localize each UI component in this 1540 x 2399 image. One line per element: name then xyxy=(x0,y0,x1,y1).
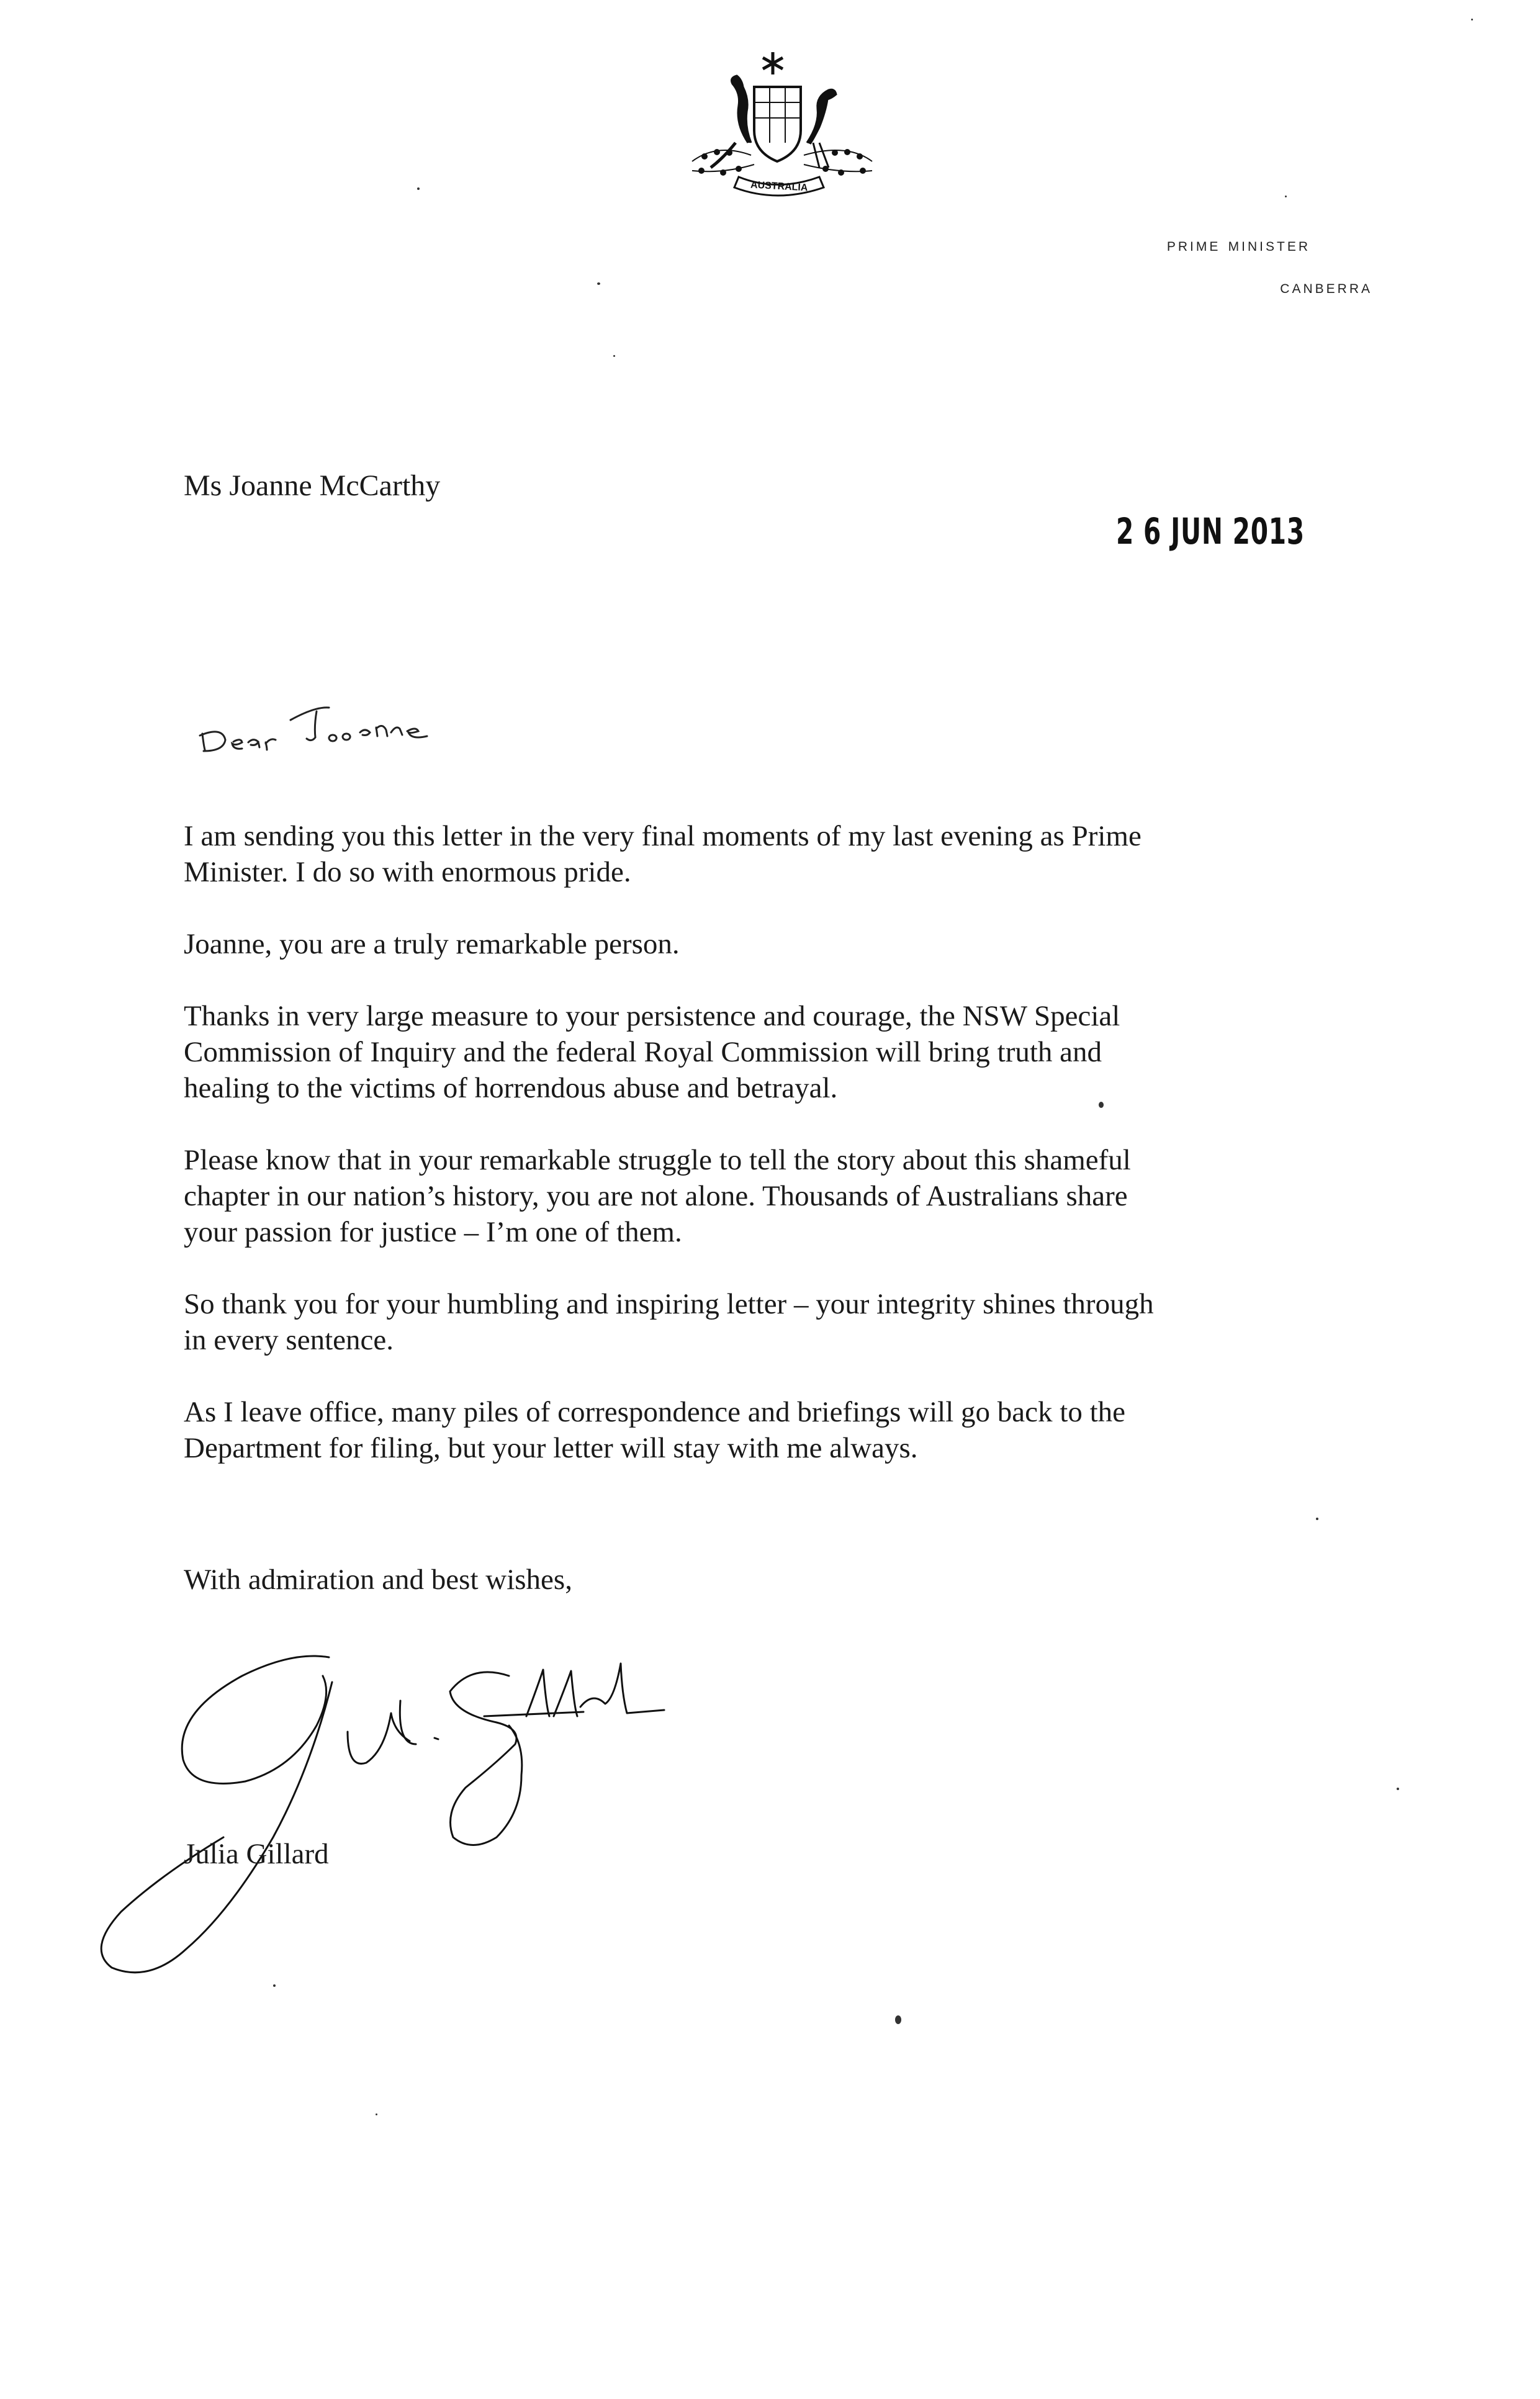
star-icon xyxy=(763,52,783,74)
scan-speck xyxy=(417,187,420,190)
body-paragraph: So thank you for your humbling and inspiring letter – your integrity shines through in every sentence. xyxy=(184,1288,1154,1356)
handwritten-salutation xyxy=(197,683,477,763)
recipient-name: Ms Joanne McCarthy xyxy=(184,469,441,502)
closing-line: With admiration and best wishes, xyxy=(184,1564,572,1596)
office-title: prime minister xyxy=(1166,235,1310,255)
scan-speck xyxy=(613,355,615,357)
body-paragraph: As I leave office, many piles of correspondence and briefings will go back to the Department for filing, but your letter will stay with me always. xyxy=(184,1396,1125,1464)
signature-handwriting xyxy=(87,1639,770,2396)
scan-speck xyxy=(1099,1102,1104,1108)
office-block xyxy=(1167,233,1372,300)
body-paragraph: I am sending you this letter in the very final moments of my last evening as Prime Minister. I do so with enormous pride. xyxy=(184,820,1141,888)
signatory-name: Julia Gillard xyxy=(184,1838,329,1870)
body-paragraph: Joanne, you are a truly remarkable person. xyxy=(184,928,680,960)
scan-speck xyxy=(1316,1518,1318,1520)
letter-body xyxy=(184,818,1394,1502)
signature xyxy=(87,1639,770,2396)
body-paragraph: Thanks in very large measure to your persistence and courage, the NSW Special Commission of Inquiry and the federal Royal Commission will bring truth and healing to the victims of horrendous abuse and betrayal. xyxy=(184,1000,1120,1104)
office-city: canberra xyxy=(1280,277,1372,297)
salutation-handwriting xyxy=(197,683,477,763)
body-paragraph: Please know that in your remarkable struggle to tell the story about this shameful chapter in our nation’s history, you are not alone. Thousands of Australians share your passion for justice – I’m one of them. xyxy=(184,1144,1131,1248)
scan-speck xyxy=(273,1984,276,1987)
scan-speck xyxy=(597,282,600,285)
scan-speck xyxy=(376,2113,377,2115)
scan-speck xyxy=(1471,19,1473,20)
crest-scroll-label: AUSTRALIA xyxy=(750,179,808,194)
scan-speck xyxy=(1397,1788,1399,1790)
date-stamp: 2 6 JUN 2013 xyxy=(1116,510,1305,552)
scan-speck xyxy=(895,2015,901,2024)
scan-speck xyxy=(1285,196,1287,197)
coat-of-arms-crest xyxy=(680,50,885,205)
